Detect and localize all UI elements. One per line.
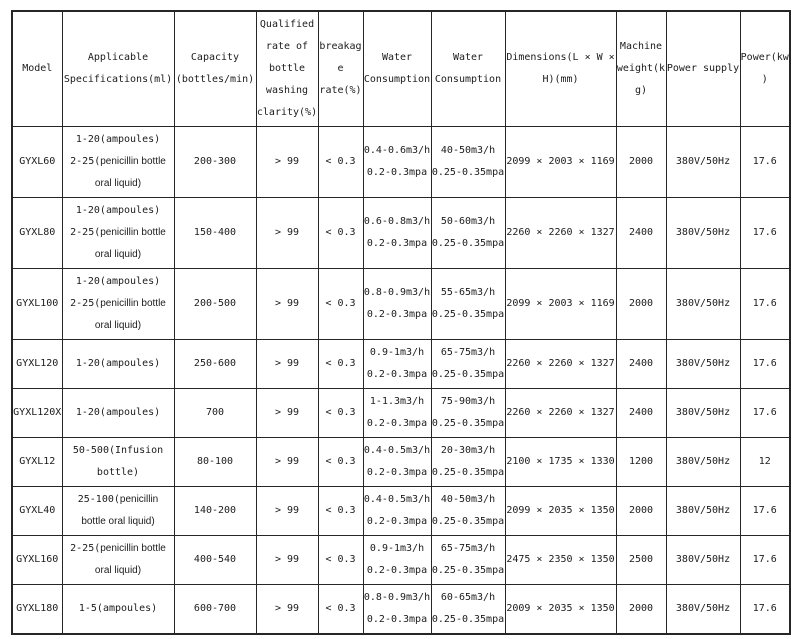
model-cell: GYXL100 <box>12 269 62 340</box>
col-header-power <box>740 11 790 127</box>
cell-line <box>63 173 174 195</box>
water-consumption-2-cell <box>431 438 505 487</box>
cell-line: ) <box>761 74 768 85</box>
cell-line: Consumption <box>363 74 431 85</box>
cell-line: 20-30m3/h <box>440 445 496 456</box>
power-cell: 17.6 <box>740 585 790 635</box>
cell-line <box>63 151 174 173</box>
model-cell: GYXL180 <box>12 585 62 635</box>
power-cell: 12 <box>740 438 790 487</box>
text-segment: 1-20(ampoules) <box>75 358 161 369</box>
cell-line: 0.4-0.5m3/h <box>363 445 431 456</box>
power-cell: 17.6 <box>740 269 790 340</box>
text-segment: 2-25( <box>70 543 101 554</box>
col-header-water-consumption-2 <box>431 11 505 127</box>
cell-line: 40-50m3/h <box>440 145 496 156</box>
text-segment: 50-500(Infusion <box>72 445 164 456</box>
breakage-rate-cell: < 0.3 <box>318 438 363 487</box>
table-row <box>12 585 790 635</box>
spec-table <box>11 10 791 635</box>
applicable-specifications-cell <box>62 536 174 585</box>
power-supply-cell: 380V/50Hz <box>666 438 740 487</box>
text-segment: bottle) <box>96 467 140 478</box>
cell-line: 65-75m3/h <box>440 347 496 358</box>
breakage-rate-cell: < 0.3 <box>318 340 363 389</box>
water-consumption-1-cell <box>363 389 431 438</box>
water-consumption-1-cell <box>363 487 431 536</box>
power-supply-cell: 380V/50Hz <box>666 585 740 635</box>
text-segment: 1-20(ampoules) <box>75 205 161 216</box>
text-segment: bottle oral liquid) <box>81 516 155 527</box>
cell-line: 0.25-0.35mpa <box>431 614 505 625</box>
breakage-rate-cell: < 0.3 <box>318 198 363 269</box>
text-segment: oral liquid) <box>94 320 142 331</box>
cell-line: 0.2-0.3mpa <box>366 309 428 320</box>
col-header-dimensions <box>505 11 616 127</box>
power-supply-cell: 380V/50Hz <box>666 127 740 198</box>
col-header-qualified-rate <box>256 11 318 127</box>
text-segment: 1-20(ampoules) <box>75 134 161 145</box>
water-consumption-2-cell <box>431 269 505 340</box>
cell-line: 0.25-0.35mpa <box>431 418 505 429</box>
cell-line: 0.8-0.9m3/h <box>363 287 431 298</box>
qualified-rate-cell: > 99 <box>256 487 318 536</box>
cell-line: Consumption <box>434 74 502 85</box>
model-cell: GYXL80 <box>12 198 62 269</box>
machine-weight-cell: 2400 <box>616 198 666 269</box>
text-segment: penicillin bottle <box>100 156 166 167</box>
cell-line: e <box>337 63 344 74</box>
water-consumption-2-cell <box>431 487 505 536</box>
cell-line: H)(mm) <box>542 74 579 85</box>
cell-line <box>63 271 174 293</box>
cell-line: 0.2-0.3mpa <box>366 516 428 527</box>
cell-line: 0.9-1m3/h <box>369 347 425 358</box>
cell-line <box>63 244 174 266</box>
text-segment: 1-20(ampoules) <box>75 276 161 287</box>
cell-line: (bottles/min) <box>175 74 255 85</box>
qualified-rate-cell: > 99 <box>256 198 318 269</box>
dimensions-cell: 2099 × 2035 × 1350 <box>505 487 616 536</box>
table-row <box>12 340 790 389</box>
breakage-rate-cell: < 0.3 <box>318 487 363 536</box>
water-consumption-1-cell <box>363 585 431 635</box>
cell-line: 0.25-0.35mpa <box>431 565 505 576</box>
cell-line: Capacity <box>190 52 240 63</box>
col-header-machine-weight <box>616 11 666 127</box>
cell-line: 0.25-0.35mpa <box>431 516 505 527</box>
cell-line <box>63 489 174 511</box>
cell-line <box>63 560 174 582</box>
power-cell: 17.6 <box>740 340 790 389</box>
power-cell: 17.6 <box>740 536 790 585</box>
cell-line: washing <box>265 85 309 96</box>
text-segment: penicillin bottle <box>100 298 166 309</box>
water-consumption-2-cell <box>431 536 505 585</box>
water-consumption-1-cell <box>363 269 431 340</box>
machine-weight-cell: 1200 <box>616 438 666 487</box>
capacity-cell: 80-100 <box>174 438 256 487</box>
text-segment: 2-25( <box>70 156 101 167</box>
text-segment: penicillin bottle <box>100 227 166 238</box>
capacity-cell: 250-600 <box>174 340 256 389</box>
power-cell: 17.6 <box>740 487 790 536</box>
cell-line: rate of <box>265 41 309 52</box>
cell-line: 0.2-0.3mpa <box>366 167 428 178</box>
cell-line: Applicable <box>87 52 149 63</box>
model-cell: GYXL60 <box>12 127 62 198</box>
capacity-cell: 600-700 <box>174 585 256 635</box>
breakage-rate-cell: < 0.3 <box>318 389 363 438</box>
capacity-cell: 700 <box>174 389 256 438</box>
qualified-rate-cell: > 99 <box>256 389 318 438</box>
cell-line: 0.4-0.5m3/h <box>363 494 431 505</box>
model-cell: GYXL12 <box>12 438 62 487</box>
cell-line: 0.25-0.35mpa <box>431 167 505 178</box>
cell-line: rate(%) <box>319 85 362 96</box>
power-cell: 17.6 <box>740 389 790 438</box>
qualified-rate-cell: > 99 <box>256 127 318 198</box>
cell-line: Model <box>22 63 53 74</box>
applicable-specifications-cell <box>62 340 174 389</box>
cell-line: 65-75m3/h <box>440 543 496 554</box>
dimensions-cell: 2099 × 2003 × 1169 <box>505 127 616 198</box>
water-consumption-1-cell <box>363 198 431 269</box>
cell-line <box>63 402 174 424</box>
cell-line: 50-60m3/h <box>440 216 496 227</box>
cell-line <box>63 462 174 484</box>
applicable-specifications-cell <box>62 487 174 536</box>
dimensions-cell: 2260 × 2260 × 1327 <box>505 198 616 269</box>
machine-weight-cell: 2000 <box>616 269 666 340</box>
qualified-rate-cell: > 99 <box>256 269 318 340</box>
breakage-rate-cell: < 0.3 <box>318 585 363 635</box>
dimensions-cell: 2260 × 2260 × 1327 <box>505 389 616 438</box>
applicable-specifications-cell <box>62 389 174 438</box>
machine-weight-cell: 2000 <box>616 487 666 536</box>
dimensions-cell: 2009 × 2035 × 1350 <box>505 585 616 635</box>
power-cell: 17.6 <box>740 127 790 198</box>
cell-line: Qualified <box>259 19 315 30</box>
cell-line: 0.9-1m3/h <box>369 543 425 554</box>
cell-line <box>63 353 174 375</box>
text-segment: oral liquid) <box>94 249 142 260</box>
water-consumption-2-cell <box>431 389 505 438</box>
cell-line <box>63 222 174 244</box>
power-supply-cell: 380V/50Hz <box>666 198 740 269</box>
cell-line: 55-65m3/h <box>440 287 496 298</box>
text-segment: 1-5(ampoules) <box>78 603 158 614</box>
water-consumption-2-cell <box>431 198 505 269</box>
cell-line <box>63 511 174 533</box>
cell-line: weight(k <box>616 63 666 74</box>
machine-weight-cell: 2000 <box>616 585 666 635</box>
capacity-cell: 400-540 <box>174 536 256 585</box>
cell-line: Power supply <box>666 63 740 74</box>
model-cell: GYXL120X <box>12 389 62 438</box>
applicable-specifications-cell <box>62 269 174 340</box>
text-segment: 2-25( <box>70 227 101 238</box>
text-segment: 25-100( <box>77 494 120 505</box>
cell-line: 0.2-0.3mpa <box>366 467 428 478</box>
cell-line: 0.6-0.8m3/h <box>363 216 431 227</box>
water-consumption-1-cell <box>363 127 431 198</box>
dimensions-cell: 2099 × 2003 × 1169 <box>505 269 616 340</box>
table-row <box>12 389 790 438</box>
cell-line: 0.2-0.3mpa <box>366 565 428 576</box>
capacity-cell: 150-400 <box>174 198 256 269</box>
applicable-specifications-cell <box>62 127 174 198</box>
col-header-applicable-specifications <box>62 11 174 127</box>
applicable-specifications-cell <box>62 438 174 487</box>
cell-line: 0.4-0.6m3/h <box>363 145 431 156</box>
cell-line: 60-65m3/h <box>440 592 496 603</box>
cell-line: clarity(%) <box>256 107 318 118</box>
table-row <box>12 269 790 340</box>
text-segment: penicillin <box>119 494 159 505</box>
cell-line <box>63 200 174 222</box>
cell-line: Machine <box>619 41 663 52</box>
cell-line: 0.2-0.3mpa <box>366 614 428 625</box>
model-cell: GYXL40 <box>12 487 62 536</box>
col-header-model <box>12 11 62 127</box>
water-consumption-2-cell <box>431 340 505 389</box>
model-cell: GYXL160 <box>12 536 62 585</box>
machine-weight-cell: 2000 <box>616 127 666 198</box>
cell-line: 0.25-0.35mpa <box>431 369 505 380</box>
breakage-rate-cell: < 0.3 <box>318 536 363 585</box>
cell-line: 40-50m3/h <box>440 494 496 505</box>
cell-line: g) <box>634 85 648 96</box>
cell-line <box>63 293 174 315</box>
water-consumption-1-cell <box>363 340 431 389</box>
capacity-cell: 140-200 <box>174 487 256 536</box>
cell-line: Water <box>452 52 484 63</box>
text-segment: 2-25( <box>70 298 101 309</box>
machine-weight-cell: 2500 <box>616 536 666 585</box>
table-body <box>12 127 790 635</box>
water-consumption-1-cell <box>363 438 431 487</box>
power-supply-cell: 380V/50Hz <box>666 269 740 340</box>
power-supply-cell: 380V/50Hz <box>666 487 740 536</box>
cell-line: 0.25-0.35mpa <box>431 309 505 320</box>
table-row <box>12 438 790 487</box>
qualified-rate-cell: > 99 <box>256 340 318 389</box>
text-segment: oral liquid) <box>94 178 142 189</box>
cell-line: 75-90m3/h <box>440 396 496 407</box>
cell-line: 0.25-0.35mpa <box>431 467 505 478</box>
machine-weight-cell: 2400 <box>616 340 666 389</box>
dimensions-cell: 2100 × 1735 × 1330 <box>505 438 616 487</box>
water-consumption-2-cell <box>431 585 505 635</box>
cell-line <box>63 598 174 620</box>
table-row <box>12 487 790 536</box>
applicable-specifications-cell <box>62 585 174 635</box>
cell-line <box>63 315 174 337</box>
capacity-cell: 200-500 <box>174 269 256 340</box>
cell-line: 0.2-0.3mpa <box>366 369 428 380</box>
cell-line <box>63 129 174 151</box>
cell-line <box>63 538 174 560</box>
text-segment: 1-20(ampoules) <box>75 407 161 418</box>
power-supply-cell: 380V/50Hz <box>666 340 740 389</box>
cell-line: 0.25-0.35mpa <box>431 238 505 249</box>
model-cell: GYXL120 <box>12 340 62 389</box>
cell-line: Dimensions(L × W × <box>506 52 615 63</box>
power-cell: 17.6 <box>740 198 790 269</box>
header-row <box>12 11 790 127</box>
cell-line <box>63 440 174 462</box>
dimensions-cell: 2475 × 2350 × 1350 <box>505 536 616 585</box>
breakage-rate-cell: < 0.3 <box>318 269 363 340</box>
breakage-rate-cell: < 0.3 <box>318 127 363 198</box>
cell-line: 0.2-0.3mpa <box>366 238 428 249</box>
water-consumption-2-cell <box>431 127 505 198</box>
col-header-capacity <box>174 11 256 127</box>
cell-line: 0.8-0.9m3/h <box>363 592 431 603</box>
capacity-cell: 200-300 <box>174 127 256 198</box>
qualified-rate-cell: > 99 <box>256 536 318 585</box>
cell-line: Specifications(ml) <box>63 74 173 85</box>
qualified-rate-cell: > 99 <box>256 438 318 487</box>
cell-line: 0.2-0.3mpa <box>366 418 428 429</box>
col-header-power-supply <box>666 11 740 127</box>
table-row <box>12 536 790 585</box>
cell-line: Water <box>381 52 413 63</box>
cell-line: bottle <box>268 63 306 74</box>
cell-line: 1-1.3m3/h <box>369 396 425 407</box>
dimensions-cell: 2260 × 2260 × 1327 <box>505 340 616 389</box>
power-supply-cell: 380V/50Hz <box>666 389 740 438</box>
col-header-breakage-rate <box>318 11 363 127</box>
text-segment: oral liquid) <box>94 565 142 576</box>
cell-line: breakag <box>319 41 362 52</box>
text-segment: penicillin bottle <box>100 543 166 554</box>
machine-weight-cell: 2400 <box>616 389 666 438</box>
qualified-rate-cell: > 99 <box>256 585 318 635</box>
col-header-water-consumption-1 <box>363 11 431 127</box>
applicable-specifications-cell <box>62 198 174 269</box>
table-row <box>12 198 790 269</box>
water-consumption-1-cell <box>363 536 431 585</box>
table-row <box>12 127 790 198</box>
cell-line: Power(kw <box>740 52 789 63</box>
power-supply-cell: 380V/50Hz <box>666 536 740 585</box>
